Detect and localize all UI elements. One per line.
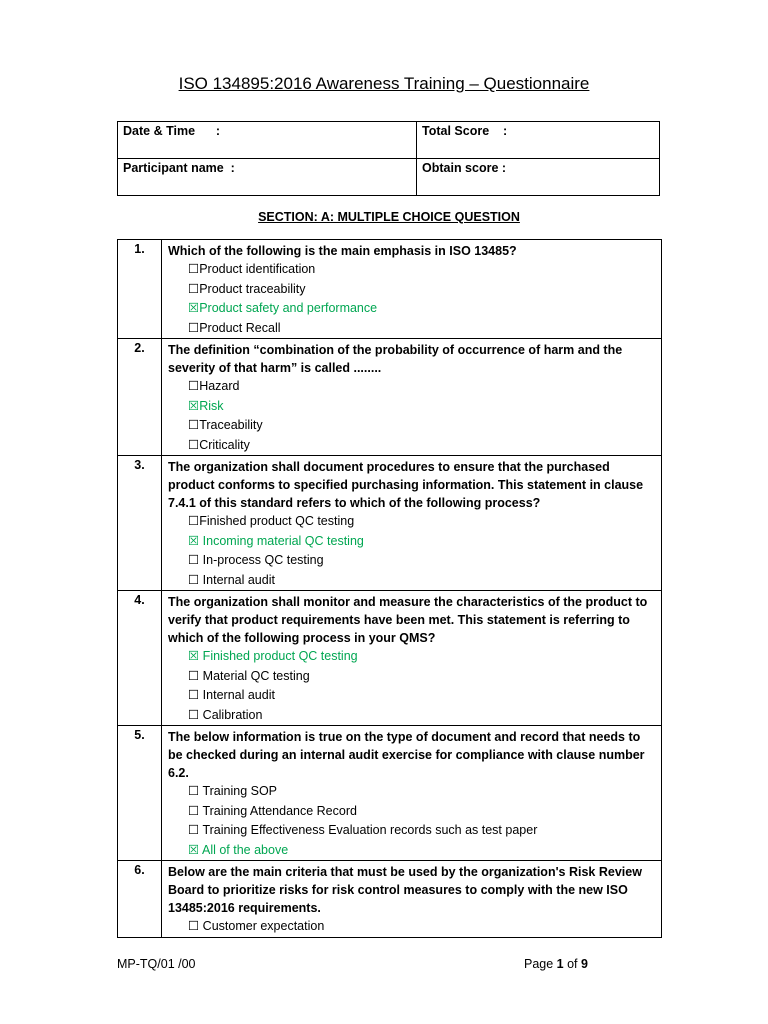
document-title: ISO 134895:2016 Awareness Training – Questionnaire: [178, 74, 590, 93]
question-row: [118, 861, 662, 938]
answer-option[interactable]: ☐ Customer expectation: [188, 919, 325, 933]
answer-option-checked[interactable]: ☒ All of the above: [188, 842, 289, 857]
question-text: Below are the main criteria that must be used by the organization's Risk Review Board to prioritize risks for risk control measures to comply with the new ISO 13485:2016 requirements.: [168, 865, 642, 915]
question-row: [118, 240, 662, 339]
answer-option-checked[interactable]: ☒ Finished product QC testing: [188, 649, 358, 663]
document-code: MP-TQ/01 /00: [117, 957, 196, 971]
question-row: [118, 591, 662, 726]
question-number: 1.: [118, 240, 162, 339]
answer-option[interactable]: ☐ Training Attendance Record: [188, 803, 357, 818]
header-info-table: [117, 121, 660, 196]
page-number: [524, 957, 588, 971]
question-body: [162, 726, 662, 861]
answer-option[interactable]: ☐ In-process QC testing: [188, 553, 324, 567]
answer-option[interactable]: ☐Finished product QC testing: [188, 514, 355, 528]
answer-option[interactable]: ☐Criticality: [188, 437, 250, 452]
question-text: The definition “combination of the probability of occurrence of harm and the severity of that harm” is called ........: [168, 343, 623, 375]
question-table: [117, 239, 662, 938]
question-text: The organization shall document procedures to ensure that the purchased product conforms to specified purchasing information. This statement in clause 7.4.1 of this standard refers to which of the following process?: [168, 460, 644, 510]
answer-option-checked[interactable]: ☒ Incoming material QC testing: [188, 533, 364, 548]
date-time-field[interactable]: Date & Time :: [118, 122, 417, 159]
question-text: The below information is true on the type of document and record that needs to be checked during an internal audit exercise for compliance with clause number 6.2.: [168, 730, 645, 780]
section-title: SECTION: A: MULTIPLE CHOICE QUESTION: [258, 210, 520, 224]
answer-option[interactable]: ☐ Training SOP: [188, 784, 278, 798]
question-number: 6.: [118, 861, 162, 938]
question-text: Which of the following is the main emphasis in ISO 13485?: [168, 244, 517, 258]
page-prefix: Page: [524, 957, 557, 971]
question-row: [118, 726, 662, 861]
question-row: [118, 456, 662, 591]
question-text: The organization shall monitor and measure the characteristics of the product to verify that product requirements have been met. This statement is referring to which of the following process in your QMS?: [168, 595, 648, 645]
question-body: [162, 861, 662, 938]
answer-option[interactable]: ☐ Material QC testing: [188, 668, 310, 683]
answer-option[interactable]: ☐ Training Effectiveness Evaluation records such as test paper: [188, 823, 538, 837]
answer-option[interactable]: ☐Product Recall: [188, 320, 281, 335]
question-number: 5.: [118, 726, 162, 861]
answer-option[interactable]: ☐Product identification: [188, 262, 316, 276]
obtain-score-field[interactable]: Obtain score :: [417, 159, 660, 196]
page-mid: of: [563, 957, 581, 971]
total-score-field[interactable]: Total Score :: [417, 122, 660, 159]
answer-option[interactable]: ☐Traceability: [188, 418, 263, 432]
answer-option[interactable]: ☐ Internal audit: [188, 572, 275, 587]
question-number: 3.: [118, 456, 162, 591]
question-body: [162, 339, 662, 456]
answer-option-checked[interactable]: ☒Product safety and performance: [188, 301, 378, 315]
question-number: 2.: [118, 339, 162, 456]
question-row: [118, 339, 662, 456]
answer-option-checked[interactable]: ☒Risk: [188, 398, 224, 413]
answer-option[interactable]: ☐ Calibration: [188, 707, 263, 722]
answer-option[interactable]: ☐Hazard: [188, 379, 240, 393]
question-body: [162, 591, 662, 726]
page-current: 1: [556, 957, 564, 971]
question-number: 4.: [118, 591, 162, 726]
participant-name-field[interactable]: Participant name :: [118, 159, 417, 196]
page-total: 9: [581, 957, 588, 971]
answer-option[interactable]: ☐Product traceability: [188, 281, 306, 296]
question-body: [162, 456, 662, 591]
answer-option[interactable]: ☐ Internal audit: [188, 688, 275, 702]
question-body: [162, 240, 662, 339]
